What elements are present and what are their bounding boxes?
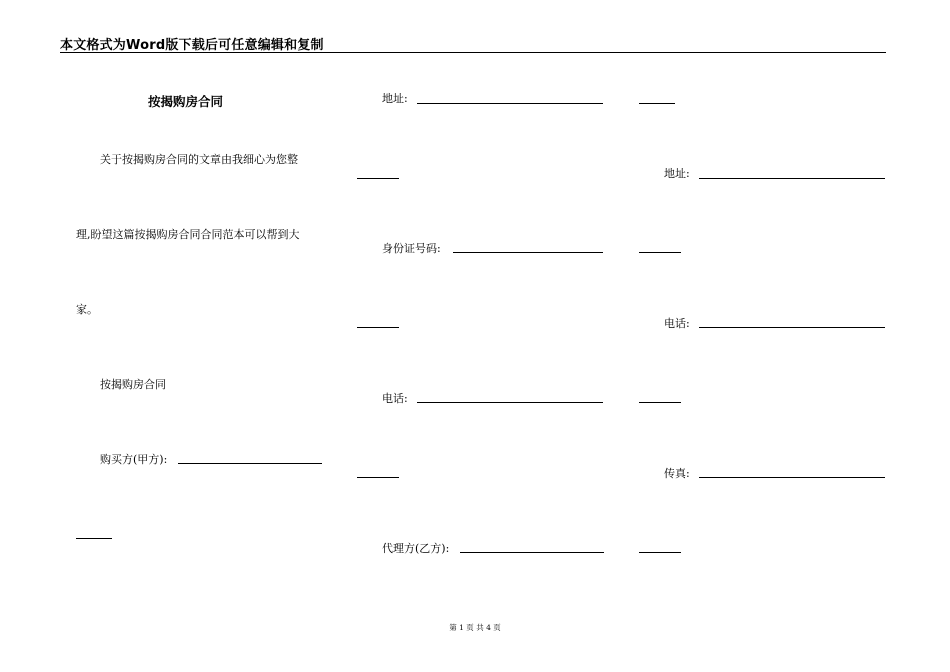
contract-subtitle: 按揭购房合同 — [100, 378, 166, 391]
buyer-blank-line-cont — [76, 538, 112, 539]
agent-address-line — [699, 178, 885, 179]
intro-line-1: 关于按揭购房合同的文章由我细心为您整 — [100, 153, 298, 166]
buyer-phone-line — [417, 402, 603, 403]
buyer-address-label: 地址: — [382, 92, 408, 105]
contract-title: 按揭购房合同 — [148, 94, 224, 109]
agent-phone-label: 电话: — [664, 317, 690, 330]
buyer-id-line — [453, 252, 603, 253]
agent-label: 代理方(乙方): — [382, 542, 450, 555]
document-header — [60, 34, 886, 53]
buyer-id-label: 身份证号码: — [382, 242, 441, 255]
page-number: 第 1 页 共 4 页 — [449, 623, 501, 632]
header-text: 本文格式为Word版下载后可任意编辑和复制 — [60, 38, 324, 53]
buyer-id-line-cont — [357, 327, 399, 328]
agent-address-label: 地址: — [664, 167, 690, 180]
agent-fax-label: 传真: — [664, 467, 690, 480]
buyer-phone-label: 电话: — [382, 392, 408, 405]
buyer-address-line-cont — [357, 178, 399, 179]
buyer-address-line — [417, 103, 603, 104]
buyer-blank-line — [178, 463, 322, 464]
agent-phone-line-cont — [639, 402, 681, 403]
intro-line-2: 理,盼望这篇按揭购房合同合同范本可以帮到大 — [76, 228, 300, 241]
agent-fax-line — [699, 477, 885, 478]
buyer-phone-line-cont — [357, 477, 399, 478]
agent-address-line-cont — [639, 252, 681, 253]
buyer-label: 购买方(甲方): — [100, 453, 168, 466]
agent-prev-line-cont — [639, 103, 675, 104]
agent-phone-line — [699, 327, 885, 328]
agent-fax-line-cont — [639, 552, 681, 553]
intro-line-3: 家。 — [76, 303, 98, 316]
agent-line — [460, 552, 604, 553]
